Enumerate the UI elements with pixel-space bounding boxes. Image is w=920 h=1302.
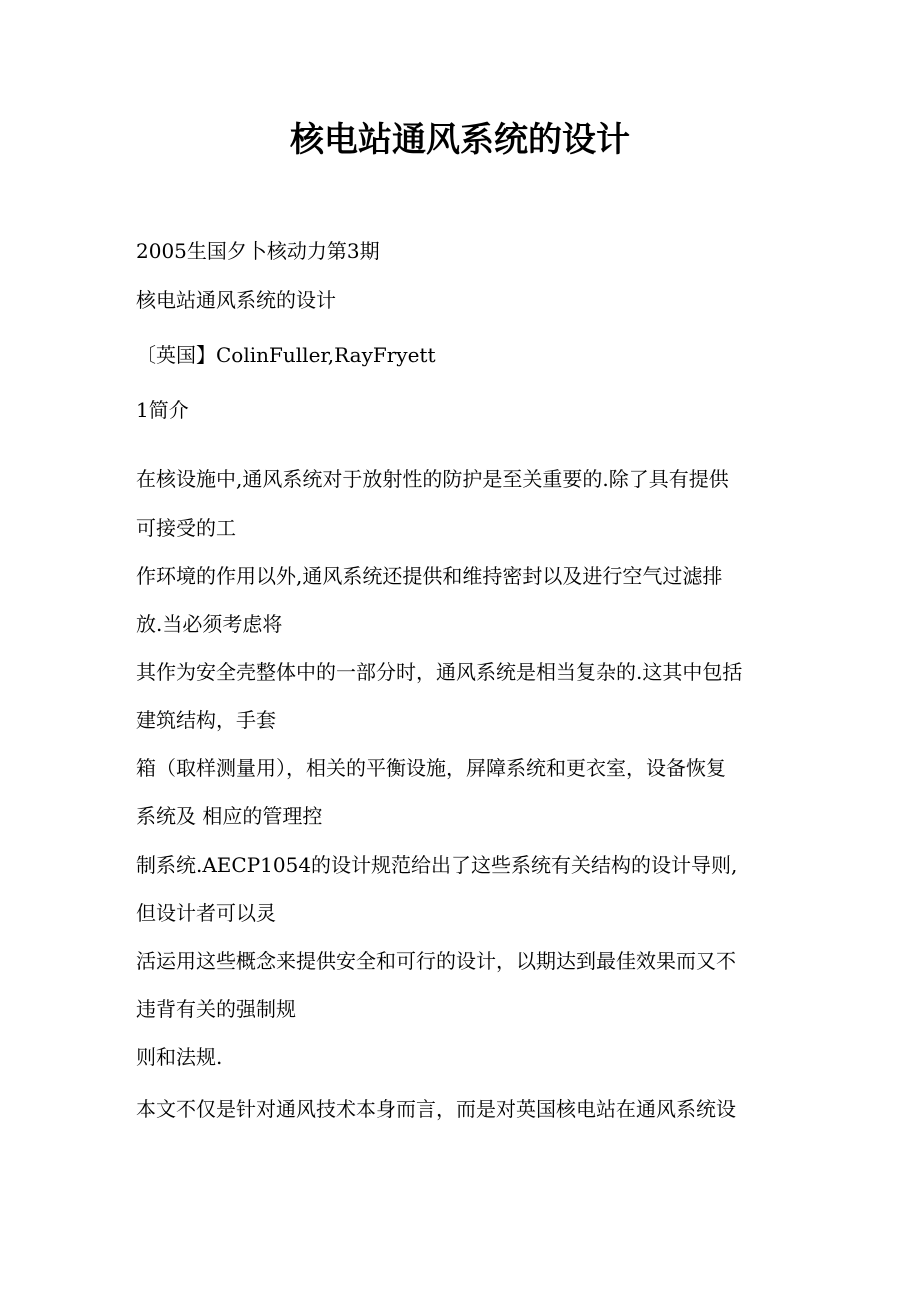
body-line: 其作为安全壳整体中的一部分时，通风系统是相当复杂的.这其中包括 bbox=[136, 660, 743, 684]
body-line: 可接受的工 bbox=[136, 516, 236, 540]
body-line: 系统及 相应的管理控 bbox=[136, 804, 323, 828]
journal-issue-line: 2005生国夕卜核动力第3期 bbox=[136, 239, 380, 263]
body-line: 本文不仅是针对通风技术本身而言，而是对英国核电站在通风系统设 bbox=[136, 1097, 736, 1121]
body-line: 建筑结构，手套 bbox=[136, 708, 276, 732]
author-line: 〔英国】ColinFuller,RayFryett bbox=[136, 343, 436, 367]
body-line: 放.当必须考虑将 bbox=[136, 612, 283, 636]
body-line: 但设计者可以灵 bbox=[136, 901, 276, 925]
body-line: 在核设施中,通风系统对于放射性的防护是至关重要的.除了具有提供 bbox=[136, 467, 729, 491]
body-line: 违背有关的强制规 bbox=[136, 997, 296, 1021]
body-line: 作环境的作用以外,通风系统还提供和维持密封以及进行空气过滤排 bbox=[136, 564, 723, 588]
body-line: 则和法规. bbox=[136, 1045, 223, 1069]
body-line: 制系统.AECP1054的设计规范给出了这些系统有关结构的设计导则, bbox=[136, 853, 738, 877]
section-heading: 1简介 bbox=[136, 398, 189, 422]
article-title-line: 核电站通风系统的设计 bbox=[136, 288, 336, 312]
body-line: 活运用这些概念来提供安全和可行的设计，以期达到最佳效果而又不 bbox=[136, 949, 736, 973]
body-line: 箱（取样测量用），相关的平衡设施，屏障系统和更衣室，设备恢复 bbox=[136, 756, 726, 780]
document-title: 核电站通风系统的设计 bbox=[290, 120, 630, 160]
